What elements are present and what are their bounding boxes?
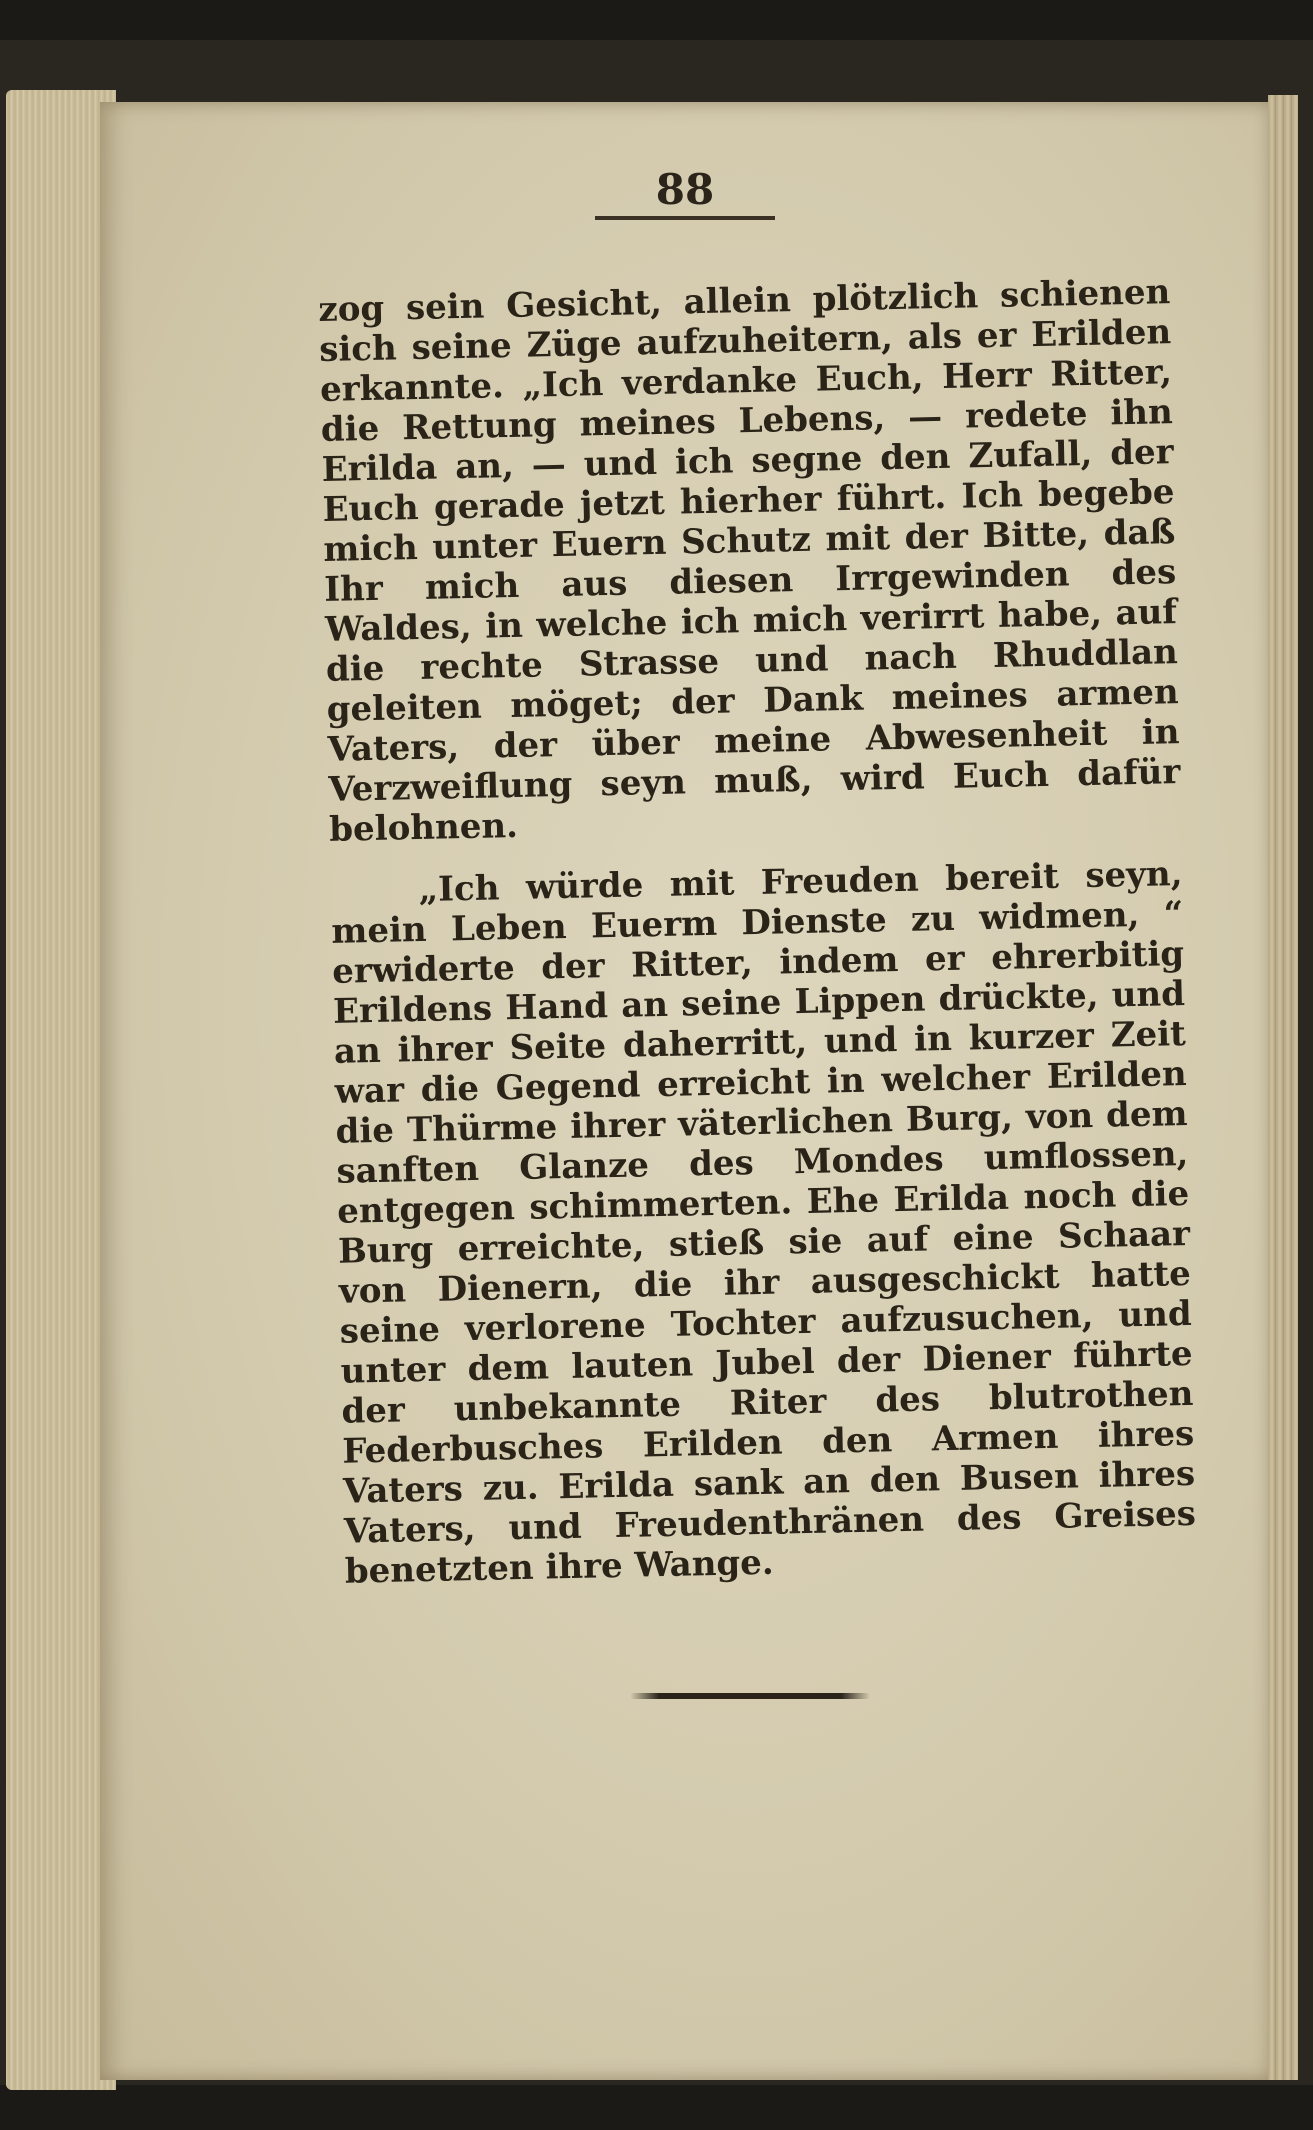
body-text [318,272,1197,1592]
paragraph-1: zog sein Gesicht, allein plötzlich schienen sich seine Züge aufzuheitern, als er Erilden erkannte. „Ich verdanke Euch, Herr Ritter, die Rettung meines Lebens, — redete ihn Erilda an, — und ich segne den Zufall, der Euch gerade jetzt hierher führt. Ich begebe mich unter Euern Schutz mit der Bitte, daß Ihr mich aus diesen Irrgewinden des Waldes, in welche ich mich verirrt habe, auf die rechte Strasse und nach Rhuddlan geleiten möget; der Dank meines armen Vaters, der über meine Abwesenheit in Verzweiflung seyn muß, wird Euch dafür belohnen. [318,272,1181,850]
page-number-rule [595,216,775,220]
paragraph-2: „Ich würde mit Freuden bereit seyn, mein Leben Euerm Dienste zu widmen, “ erwiderte der Ritter, indem er ehrerbitig Erildens Hand an seine Lippen drückte, und an ihrer Seite daherritt, und in kurzer Zeit war die Gegend erreicht in welcher Erilden die Thürme ihrer väterlichen Burg, von dem sanften Glanze des Mondes umflossen, entgegen schimmerten. Ehe Erilda noch die Burg erreichte, stieß sie auf eine Schaar von Dienern, die ihr ausgeschickt hatte seine verlorene Tochter aufzusuchen, und unter dem lauten Jubel der Diener führte der unbekannte Riter des blutrothen Federbusches Erilden den Armen ihres Vaters zu. Erilda sank an den Busen ihres Vaters, und Freudenthränen des Greises benetzten ihre Wange. [331,854,1197,1592]
right-page-edges [1268,95,1298,2080]
closing-rule [630,1693,870,1699]
page-number: 88 [655,165,715,214]
